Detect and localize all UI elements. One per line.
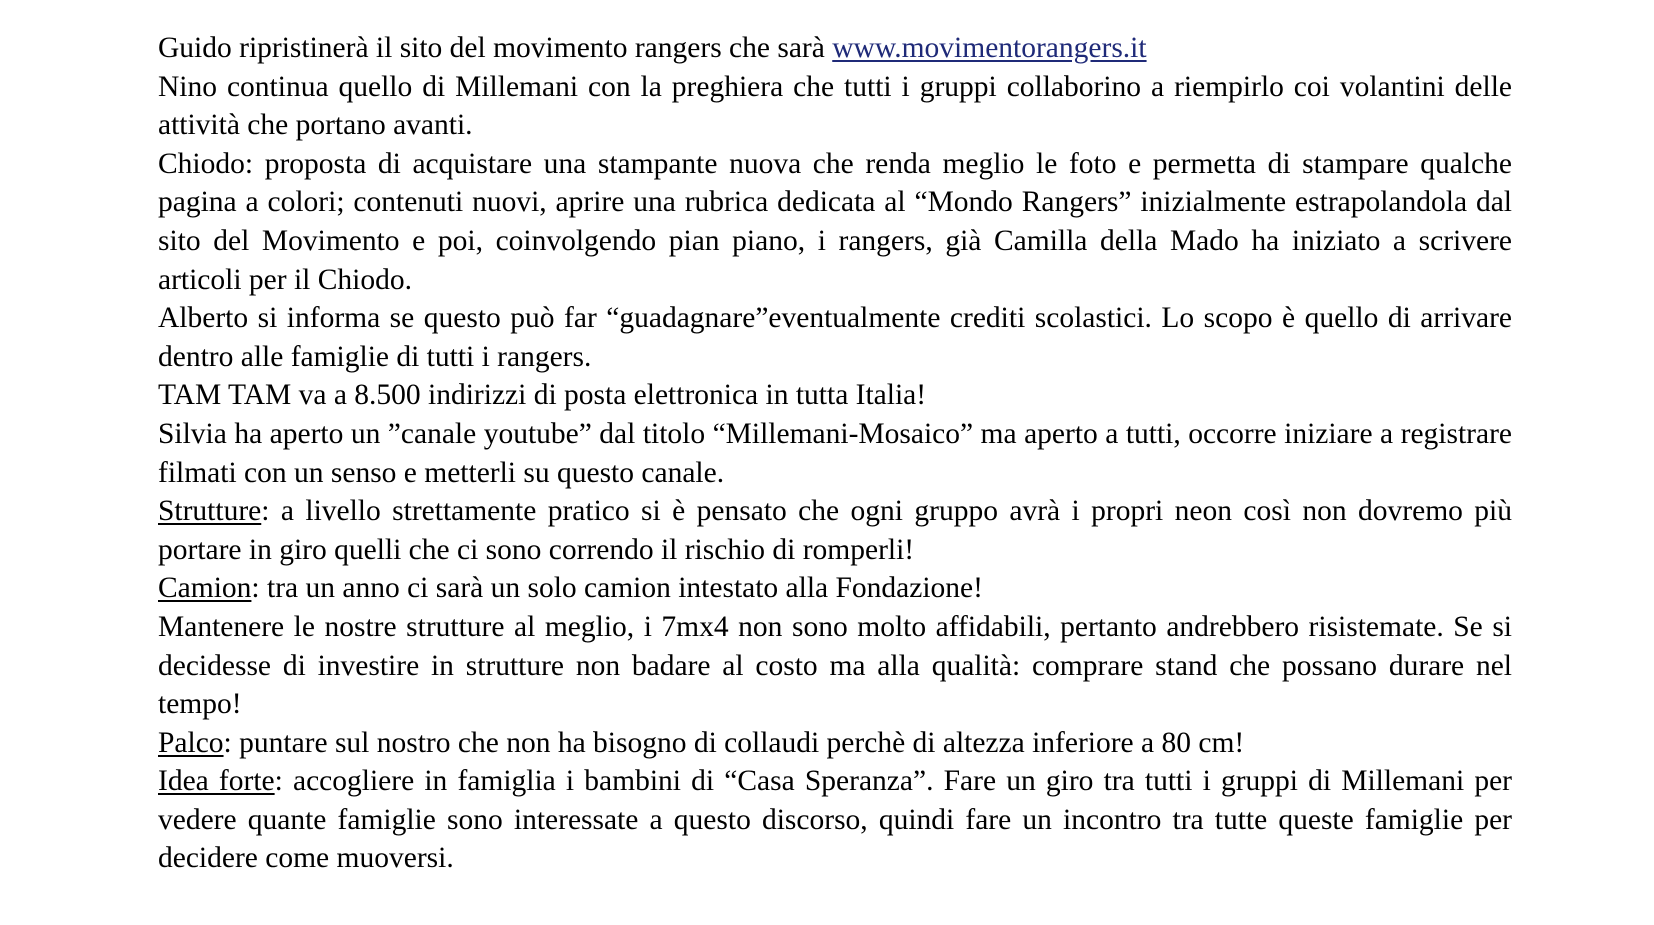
paragraph-palco: [158, 724, 1512, 763]
paragraph-text: : puntare sul nostro che non ha bisogno di collaudi perchè di altezza inferiore a 80 cm!: [223, 726, 1245, 759]
paragraph-text: Chiodo: proposta di acquistare una stampante nuova che renda meglio le foto e permetta di stampare qualche pagina a colori; contenuti nuovi, aprire una rubrica dedicata al “Mondo Rangers” inizialmente estrapolandola dal sito del Movimento e poi, coinvolgendo pian piano, i rangers, già Camilla della Mado ha iniziato a scrivere articoli per il Chiodo.: [158, 147, 1512, 296]
section-heading-strutture: Strutture: [158, 495, 262, 528]
paragraph-tam-tam: [158, 376, 1512, 415]
paragraph-idea-forte: [158, 762, 1512, 878]
document-page: [158, 29, 1512, 878]
paragraph-alberto: [158, 299, 1512, 376]
paragraph-mantenere: [158, 608, 1512, 724]
paragraph-text: Alberto si informa se questo può far “guadagnare”eventualmente crediti scolastici. Lo scopo è quello di arrivare dentro alle famiglie di tutti i rangers.: [158, 302, 1512, 373]
paragraph-chiodo: [158, 145, 1512, 299]
paragraph-website: [158, 29, 1512, 68]
paragraph-text: : tra un anno ci sarà un solo camion intestato alla Fondazione!: [251, 572, 983, 605]
paragraph-millemani: [158, 68, 1512, 145]
section-heading-palco: Palco: [158, 726, 224, 759]
paragraph-text: TAM TAM va a 8.500 indirizzi di posta elettronica in tutta Italia!: [158, 379, 927, 412]
paragraph-camion: [158, 569, 1512, 608]
paragraph-text: : a livello strettamente pratico si è pensato che ogni gruppo avrà i propri neon così non dovremo più portare in giro quelli che ci sono correndo il rischio di romperli!: [158, 495, 1512, 566]
paragraph-text: Mantenere le nostre strutture al meglio, i 7mx4 non sono molto affidabili, pertanto andrebbero risistemate. Se si decidesse di investire in strutture non badare al costo ma alla qualità: comprare stand che possano durare nel tempo!: [158, 610, 1512, 721]
paragraph-text: Guido ripristinerà il sito del movimento rangers che sarà: [158, 32, 833, 64]
paragraph-text: Nino continua quello di Millemani con la preghiera che tutti i gruppi collaborino a riempirlo coi volantini delle attività che portano avanti.: [158, 70, 1512, 142]
section-heading-idea-forte: Idea forte: [158, 765, 275, 798]
website-link[interactable]: www.movimentorangers.it: [832, 32, 1147, 64]
paragraph-silvia: [158, 415, 1512, 492]
section-heading-camion: Camion: [158, 572, 252, 605]
paragraph-text: Silvia ha aperto un ”canale youtube” dal titolo “Millemani-Mosaico” ma aperto a tutti, occorre iniziare a registrare filmati con un senso e metterli su questo canale.: [158, 417, 1512, 489]
paragraph-strutture: [158, 492, 1512, 569]
paragraph-text: : accogliere in famiglia i bambini di “Casa Speranza”. Fare un giro tra tutti i gruppi di Millemani per vedere quante famiglie sono interessate a questo discorso, quindi fare un incontro tra tutte queste famiglie per decidere come muoversi.: [158, 765, 1512, 875]
